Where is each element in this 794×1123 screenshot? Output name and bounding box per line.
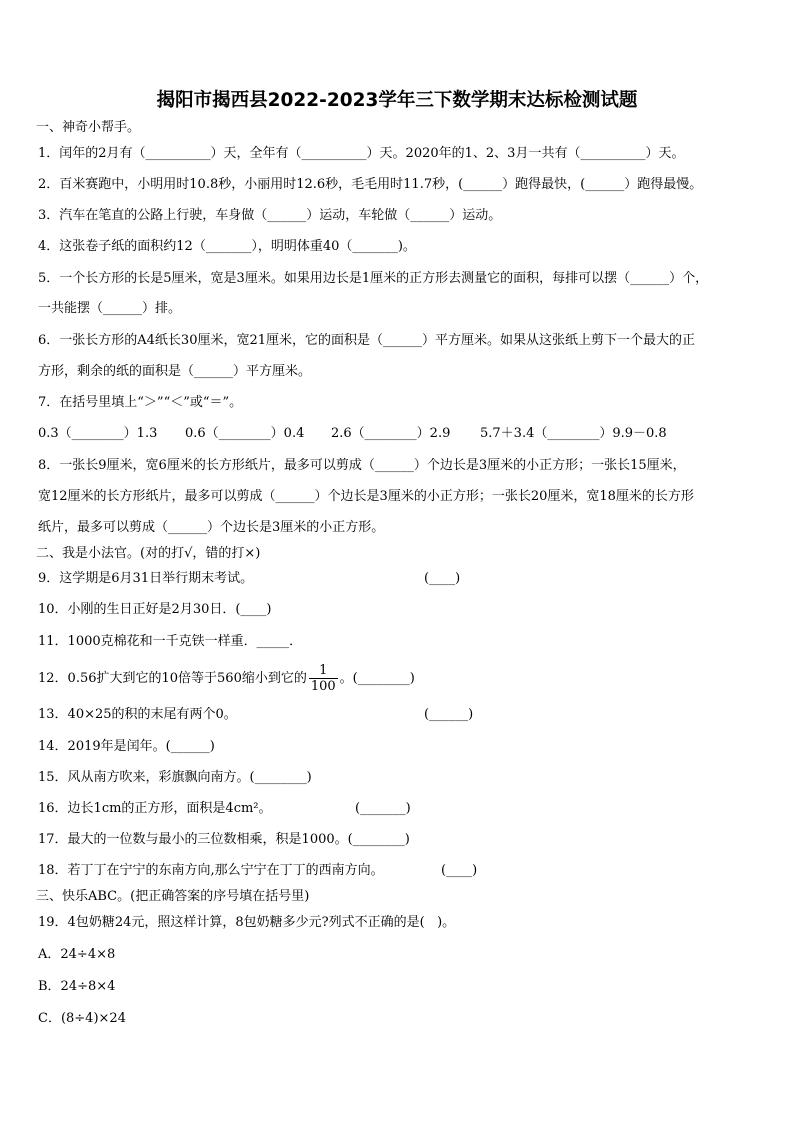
question-14: 14．2019年是闰年。(______) — [38, 739, 215, 754]
question-10: 10．小刚的生日正好是2月30日．(____) — [38, 602, 272, 617]
section-heading-2: 二、我是小法官。(对的打√，错的打×) — [36, 546, 261, 561]
question-9-answer: (____) — [424, 571, 461, 586]
section-heading-3: 三、快乐ABC。(把正确答案的序号填在括号里) — [36, 889, 310, 904]
question-13-answer: (______) — [424, 707, 474, 722]
question-12-answer: 。(________) — [339, 671, 415, 686]
question-8-line-3: 纸片，最多可以剪成（______）个边长是3厘米的小正方形。 — [38, 520, 385, 535]
question-6-line-2: 方形，剩余的纸的面积是（______）平方厘米。 — [38, 364, 312, 379]
question-18: 18．若丁丁在宁宁的东南方向,那么宁宁在丁丁的西南方向。 — [38, 863, 384, 878]
question-13: 13．40×25的积的末尾有两个0。 — [38, 707, 237, 722]
question-18-answer: (____) — [441, 863, 478, 878]
option-a: A．24÷4×8 — [38, 947, 116, 962]
question-7: 7．在括号里填上“＞”“＜”或“＝”。 — [38, 395, 243, 410]
section-heading-1: 一、神奇小帮手。 — [36, 120, 141, 135]
question-4: 4．这张卷子纸的面积约12（_______），明明体重40（_______)。 — [38, 239, 416, 254]
question-11: 11．1000克棉花和一千克铁一样重．_____． — [38, 634, 303, 649]
option-b: B．24÷8×4 — [38, 979, 116, 994]
question-17: 17．最大的一位数与最小的三位数相乘，积是1000。(________) — [38, 832, 410, 847]
question-8-line-1: 8．一张长9厘米，宽6厘米的长方形纸片，最多可以剪成（______）个边长是3厘米的小正方形；一张长15厘米， — [38, 458, 686, 473]
question-7-item-b: 0.6（________）0.4 — [185, 426, 305, 441]
question-15: 15．风从南方吹来，彩旗飘向南方。(________) — [38, 770, 312, 785]
question-7-item-a: 0.3（________）1.3 — [38, 426, 158, 441]
question-3: 3．汽车在笔直的公路上行驶，车身做（______）运动，车轮做（______）运动。 — [38, 208, 502, 223]
question-5-line-1: 5．一个长方形的长是5厘米，宽是3厘米。如果用边长是1厘米的正方形去测量它的面积，每排可以摆（______）个， — [38, 271, 709, 286]
question-2: 2．百米赛跑中，小明用时10.8秒，小丽用时12.6秒，毛毛用时11.7秒，(______）跑得最快，(______）跑得最慢。 — [38, 177, 703, 192]
question-1: 1．闰年的2月有（__________）天，全年有（__________）天。2020年的1、2、3月一共有（__________）天。 — [38, 146, 685, 161]
question-7-item-d: 5.7＋3.4（________）9.9－0.8 — [480, 426, 667, 441]
question-12 — [38, 662, 415, 696]
question-12-text: 12．0.56扩大到它的10倍等于560缩小到它的 — [38, 671, 307, 686]
question-5-line-2: 一共能摆（______）排。 — [38, 301, 182, 316]
question-6-line-1: 6．一张长方形的A4纸长30厘米，宽21厘米，它的面积是（______）平方厘米。如果从这张纸上剪下一个最大的正 — [38, 333, 696, 348]
fraction — [309, 664, 338, 694]
question-8-line-2: 宽12厘米的长方形纸片，最多可以剪成（______）个边长是3厘米的小正方形；一张长20厘米，宽18厘米的长方形 — [38, 489, 694, 504]
question-7-item-c: 2.6（________）2.9 — [331, 426, 451, 441]
question-9: 9．这学期是6月31日举行期末考试。 — [38, 571, 254, 586]
option-c: C．(8÷4)×24 — [38, 1011, 126, 1026]
question-19: 19．4包奶糖24元，照这样计算，8包奶糖多少元?列式不正确的是( )。 — [38, 915, 456, 930]
page-title: 揭阳市揭西县2022-2023学年三下数学期末达标检测试题 — [156, 90, 638, 111]
question-16-answer: (_______) — [355, 801, 411, 816]
question-16: 16．边长1cm的正方形，面积是4cm²。 — [38, 801, 272, 816]
fraction-denominator: 100 — [310, 678, 336, 694]
fraction-numerator: 1 — [319, 662, 328, 678]
